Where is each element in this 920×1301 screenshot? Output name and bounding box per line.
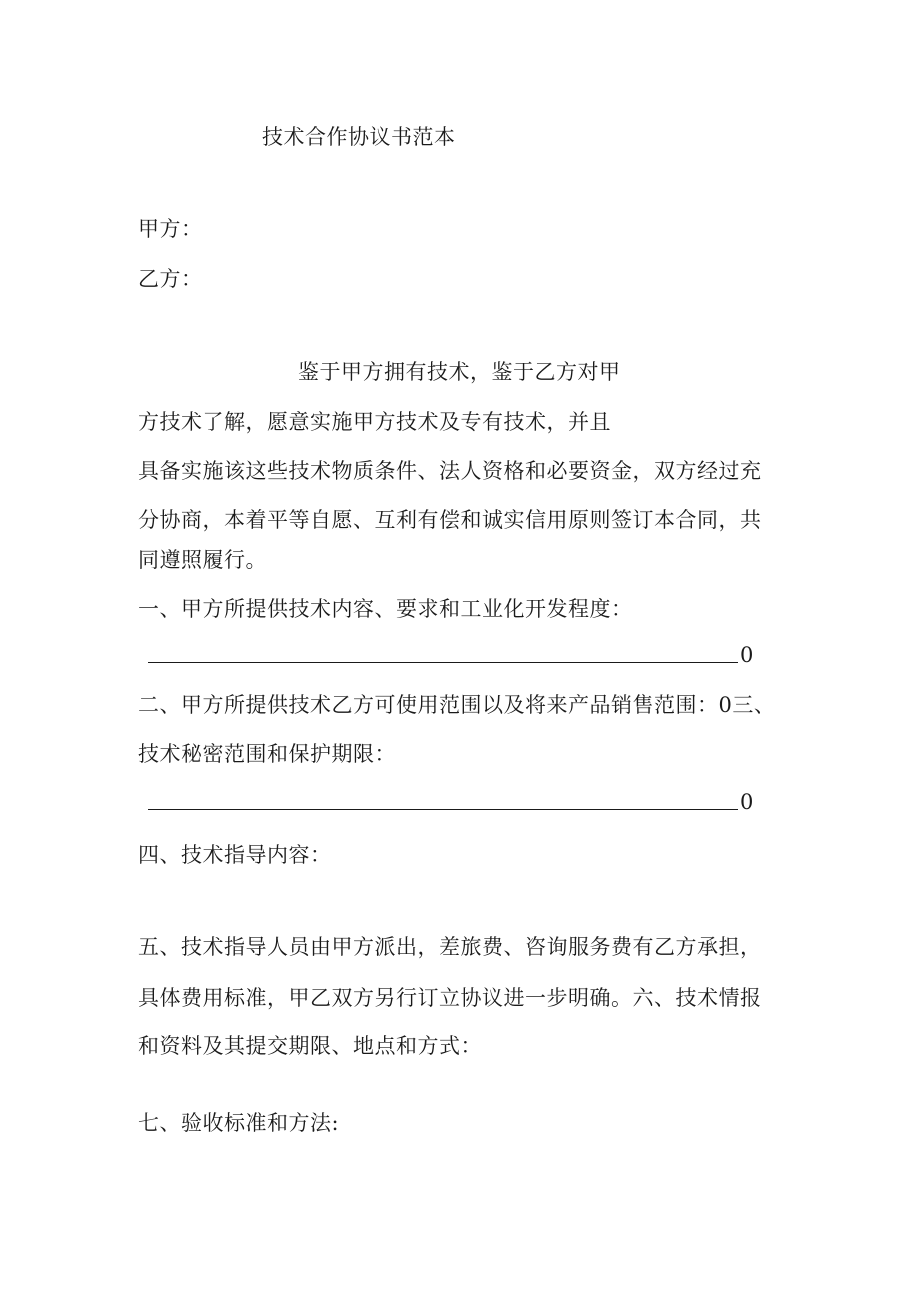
- clause-2-3-line: 二、甲方所提供技术乙方可使用范围以及将来产品销售范围：0三、: [138, 693, 776, 717]
- preamble-line: 同遵照履行。: [138, 548, 267, 572]
- blank-end-mark: 0: [740, 643, 754, 667]
- party-a-label: 甲方：: [138, 217, 203, 241]
- preamble-line: 鉴于甲方拥有技术，鉴于乙方对甲: [298, 360, 621, 384]
- fill-in-blank: [148, 789, 768, 815]
- document-title: 技术合作协议书范本: [262, 125, 456, 149]
- clause-2-3-line: 技术秘密范围和保护期限：: [138, 742, 396, 766]
- blank-underline: [148, 662, 738, 663]
- clause-5-6-line: 和资料及其提交期限、地点和方式：: [138, 1034, 482, 1058]
- preamble-line: 具备实施该这些技术物质条件、法人资格和必要资金，双方经过充: [138, 459, 762, 483]
- blank-underline: [148, 809, 738, 810]
- clause-5-6-line: 具体费用标准，甲乙双方另行订立协议进一步明确。六、技术情报: [138, 986, 762, 1010]
- blank-end-mark: 0: [740, 790, 754, 814]
- clause-7: 七、验收标准和方法:: [138, 1111, 340, 1135]
- preamble-line: 分协商，本着平等自愿、互利有偿和诚实信用原则签订本合同，共: [138, 508, 762, 532]
- party-b-label: 乙方：: [138, 267, 203, 291]
- clause-5-6-line: 五、技术指导人员由甲方派出，差旅费、咨询服务费有乙方承担，: [138, 935, 762, 959]
- clause-4: 四、技术指导内容：: [138, 843, 332, 867]
- clause-1: 一、甲方所提供技术内容、要求和工业化开发程度：: [138, 597, 633, 621]
- fill-in-blank: [148, 642, 768, 668]
- preamble-line: 方技术了解，愿意实施甲方技术及专有技术，并且: [138, 410, 611, 434]
